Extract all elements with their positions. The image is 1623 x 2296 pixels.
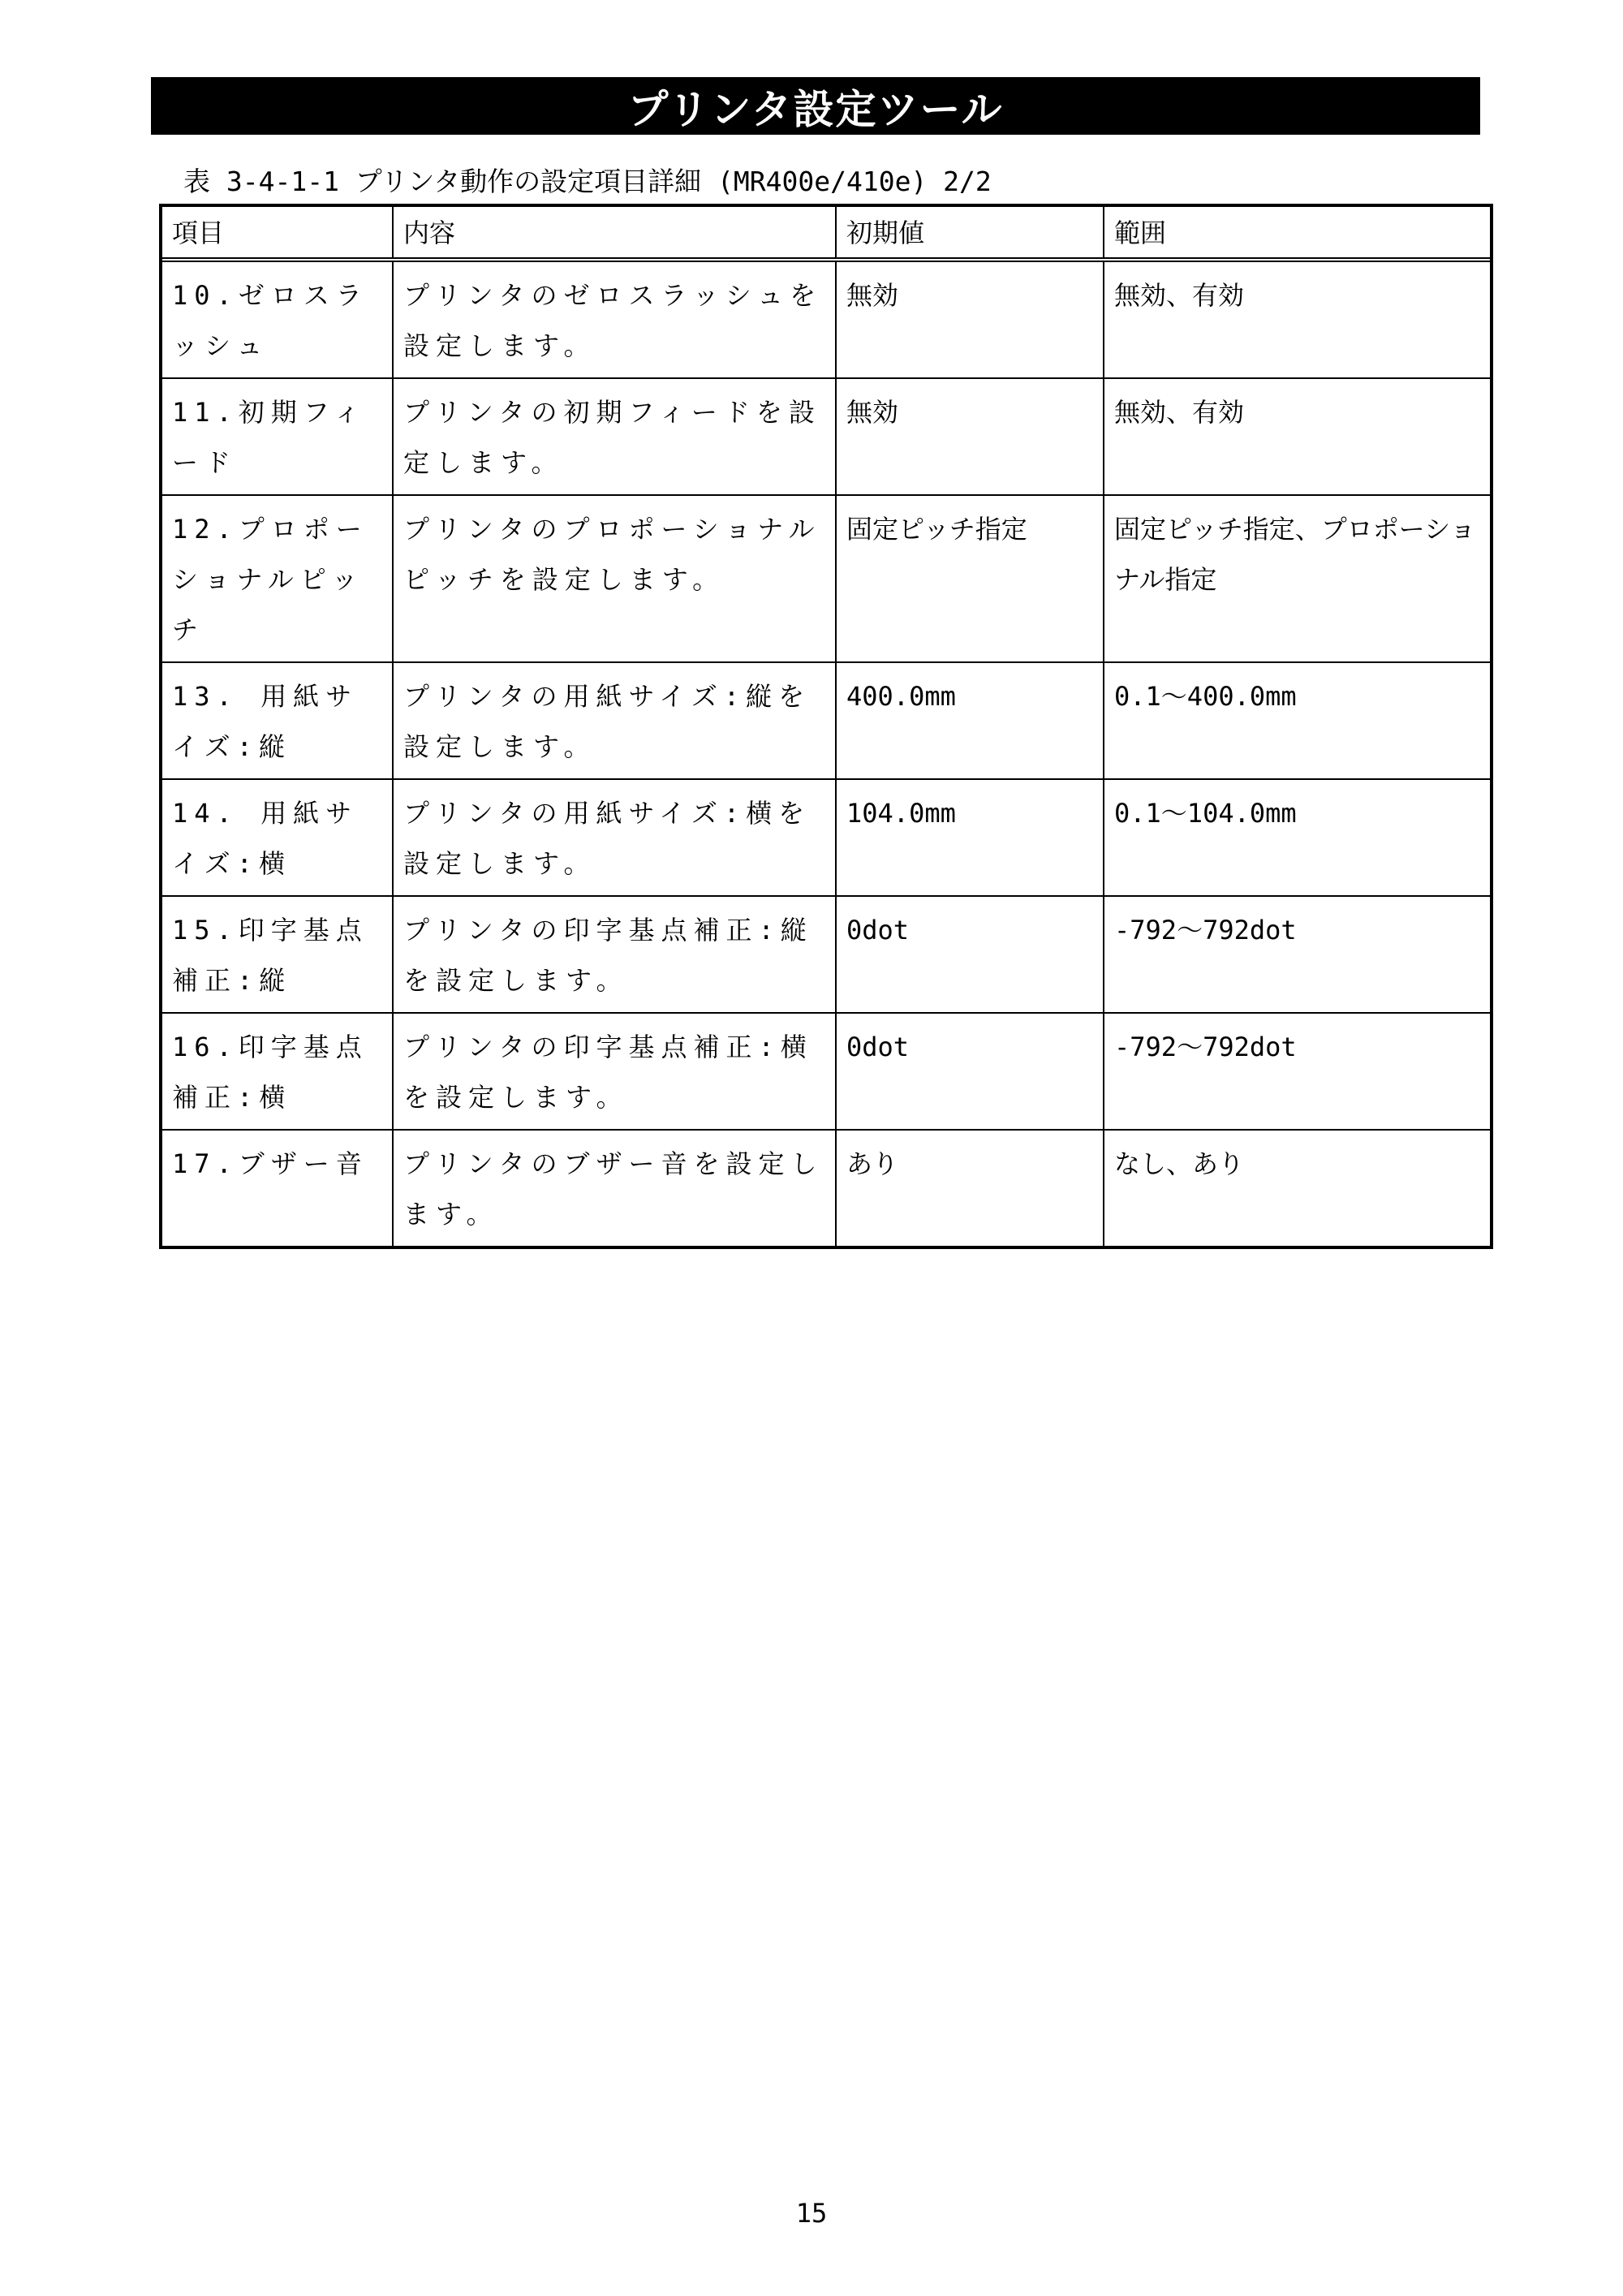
row-range: 無効、有効 <box>1104 378 1490 495</box>
settings-table <box>162 207 1490 1246</box>
row-default-value: あり <box>836 1130 1104 1246</box>
row-content: プリンタのゼロスラッシュを設定します。 <box>393 260 836 378</box>
row-item-name: 16.印字基点補正:横 <box>162 1013 393 1130</box>
row-content: プリンタのプロポーショナルピッチを設定します。 <box>393 495 836 662</box>
table-row <box>162 1013 1490 1130</box>
row-default-value: 無効 <box>836 260 1104 378</box>
row-default-value: 無効 <box>836 378 1104 495</box>
row-range: 無効、有効 <box>1104 260 1490 378</box>
column-header-default: 初期値 <box>836 207 1104 260</box>
table-row <box>162 495 1490 662</box>
row-content: プリンタのブザー音を設定します。 <box>393 1130 836 1246</box>
column-header-range: 範囲 <box>1104 207 1490 260</box>
row-item-name: 14. 用紙サイズ:横 <box>162 779 393 896</box>
row-content: プリンタの用紙サイズ:縦を設定します。 <box>393 662 836 779</box>
table-row <box>162 896 1490 1013</box>
page-title: プリンタ設定ツール <box>627 85 1004 133</box>
table-row <box>162 260 1490 378</box>
row-default-value: 0dot <box>836 1013 1104 1130</box>
row-content: プリンタの印字基点補正:縦を設定します。 <box>393 896 836 1013</box>
row-default-value: 104.0mm <box>836 779 1104 896</box>
row-content: プリンタの印字基点補正:横を設定します。 <box>393 1013 836 1130</box>
row-item-name: 10.ゼロスラッシュ <box>162 260 393 378</box>
column-header-item: 項目 <box>162 207 393 260</box>
row-item-name: 17.ブザー音 <box>162 1130 393 1246</box>
row-range: 0.1～104.0mm <box>1104 779 1490 896</box>
column-header-content: 内容 <box>393 207 836 260</box>
page-title-bar <box>151 77 1480 135</box>
row-content: プリンタの初期フィードを設定します。 <box>393 378 836 495</box>
table-row <box>162 378 1490 495</box>
table-row <box>162 662 1490 779</box>
row-range: 固定ピッチ指定、プロポーショナル指定 <box>1104 495 1490 662</box>
row-item-name: 13. 用紙サイズ:縦 <box>162 662 393 779</box>
row-item-name: 15.印字基点補正:縦 <box>162 896 393 1013</box>
table-row <box>162 1130 1490 1246</box>
row-item-name: 11.初期フィード <box>162 378 393 495</box>
row-default-value: 0dot <box>836 896 1104 1013</box>
table-row <box>162 779 1490 896</box>
table-caption: 表 3-4-1-1 プリンタ動作の設定項目詳細 (MR400e/410e) 2/2 <box>183 166 992 197</box>
row-default-value: 固定ピッチ指定 <box>836 495 1104 662</box>
row-range: 0.1～400.0mm <box>1104 662 1490 779</box>
row-item-name: 12.プロポーショナルピッチ <box>162 495 393 662</box>
page-number: 15 <box>795 2198 828 2229</box>
row-range: -792～792dot <box>1104 1013 1490 1130</box>
row-range: -792～792dot <box>1104 896 1490 1013</box>
settings-table-frame <box>159 204 1493 1249</box>
table-header-row <box>162 207 1490 260</box>
row-range: なし、あり <box>1104 1130 1490 1246</box>
row-default-value: 400.0mm <box>836 662 1104 779</box>
row-content: プリンタの用紙サイズ:横を設定します。 <box>393 779 836 896</box>
